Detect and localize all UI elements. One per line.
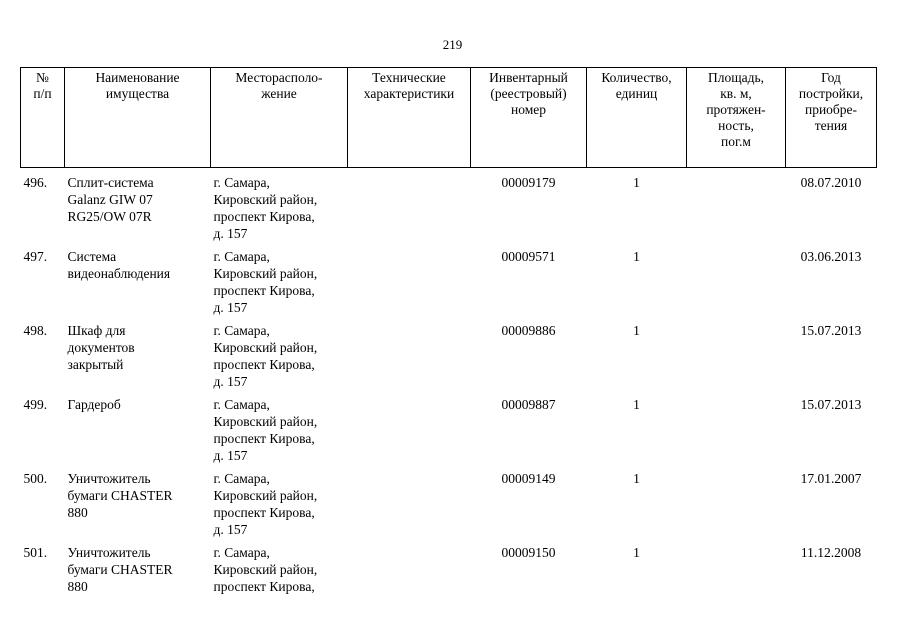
row-quantity: 1 [633,545,640,560]
row-tech [348,168,471,243]
row-area [687,464,786,538]
property-register-table [20,67,877,607]
row-name: Сплит-система Galanz GIW 07 RG25/OW 07R [67,175,154,224]
row-name: Уничтожитель бумаги CHASTER 880 [67,471,173,520]
row-year: 17.01.2007 [800,471,862,486]
header-location: Месторасполо- жение [211,68,348,168]
row-quantity: 1 [633,323,640,338]
table-row [21,168,877,243]
row-inventory: 00009571 [501,249,556,264]
row-name: Уничтожитель бумаги CHASTER 880 [67,545,173,594]
row-area [687,168,786,243]
row-name: Система видеонаблюдения [67,249,171,281]
row-tech [348,538,471,607]
row-area [687,538,786,607]
header-inventory-number: Инвентарный (реестровый) номер [471,68,587,168]
row-inventory: 00009150 [501,545,556,560]
row-inventory: 00009179 [501,175,556,190]
row-tech [348,464,471,538]
page-number: 219 [442,37,463,52]
row-area [687,390,786,464]
row-quantity: 1 [633,249,640,264]
row-year: 11.12.2008 [800,545,862,560]
row-quantity: 1 [633,397,640,412]
header-number: № п/п [21,68,65,168]
row-number: 500. [23,471,48,486]
row-tech [348,242,471,316]
row-location: г. Самара, Кировский район, проспект Кирова, д. 157 [213,397,318,463]
row-inventory: 00009887 [501,397,556,412]
header-area: Площадь, кв. м, протяжен- ность, пог.м [687,68,786,168]
row-location: г. Самара, Кировский район, проспект Кирова, д. 157 [213,323,318,389]
row-tech [348,390,471,464]
row-quantity: 1 [633,175,640,190]
row-number: 497. [23,249,48,264]
row-inventory: 00009149 [501,471,556,486]
table-row [21,464,877,538]
row-inventory: 00009886 [501,323,556,338]
row-location: г. Самара, Кировский район, проспект Кирова, д. 157 [213,175,318,241]
row-area [687,316,786,390]
row-location: г. Самара, Кировский район, проспект Кирова, д. 157 [213,249,318,315]
row-tech [348,316,471,390]
row-quantity: 1 [633,471,640,486]
table-row [21,538,877,607]
header-quantity: Количество, единиц [587,68,687,168]
table-header-row [21,68,877,168]
row-number: 496. [23,175,48,190]
row-year: 03.06.2013 [800,249,862,264]
row-year: 08.07.2010 [800,175,862,190]
row-name: Шкаф для документов закрытый [67,323,135,372]
row-number: 499. [23,397,48,412]
row-number: 501. [23,545,48,560]
header-year: Год постройки, приобре- тения [786,68,877,168]
header-tech-specs: Технические характеристики [348,68,471,168]
row-location: г. Самара, Кировский район, проспект Кирова, д. 157 [213,471,318,537]
table-row [21,316,877,390]
row-name: Гардероб [67,397,121,412]
row-location: г. Самара, Кировский район, проспект Кирова, [213,545,318,594]
row-number: 498. [23,323,48,338]
table-row [21,390,877,464]
row-area [687,242,786,316]
row-year: 15.07.2013 [800,397,862,412]
header-name: Наименование имущества [65,68,211,168]
table-row [21,242,877,316]
row-year: 15.07.2013 [800,323,862,338]
